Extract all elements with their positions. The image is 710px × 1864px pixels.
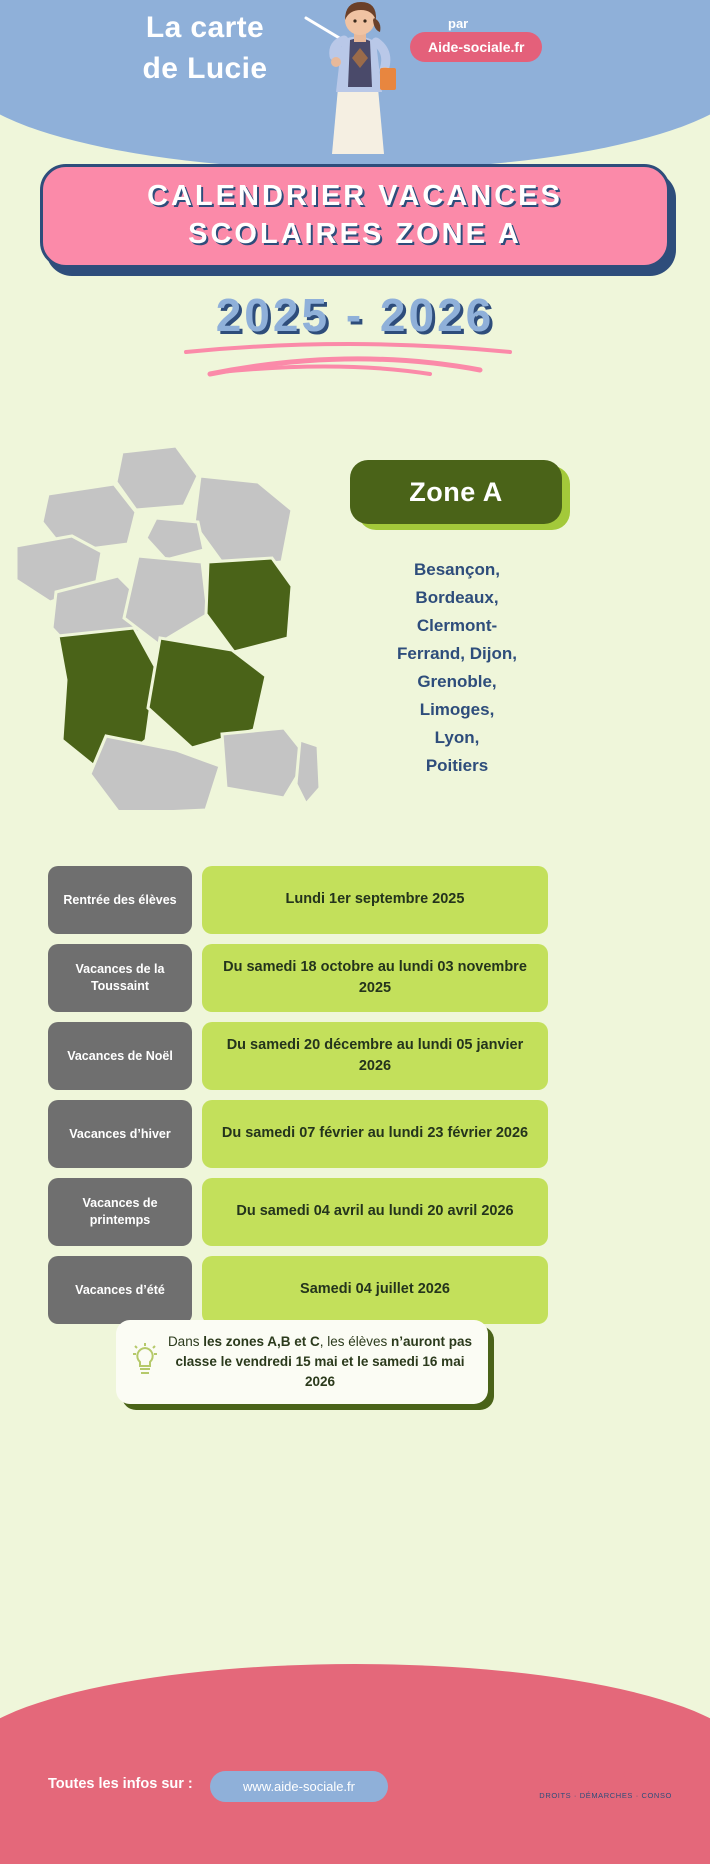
table-row-label: Rentrée des élèves <box>48 866 192 934</box>
zone-city-line: Lyon, <box>434 728 480 748</box>
map-region-corse <box>296 740 320 804</box>
main-title-line1: CALENDRIER VACANCES <box>147 180 563 213</box>
footer-logo-main-part: Aide-sociale. <box>527 1765 657 1788</box>
table-row-value: Du samedi 04 avril au lundi 20 avril 2026 <box>202 1178 548 1246</box>
note-bold1: les zones A,B et C <box>203 1333 320 1349</box>
note-part1: Dans <box>167 1333 204 1349</box>
note-box <box>116 1320 488 1404</box>
map-region-paca <box>222 728 308 798</box>
zone-city-line: Grenoble, <box>417 672 497 692</box>
france-map <box>10 440 340 810</box>
title-underline-decoration <box>180 340 520 380</box>
table-row-value: Du samedi 18 octobre au lundi 03 novembre 2025 <box>202 944 548 1012</box>
zone-city-line: Limoges, <box>419 700 495 720</box>
table-row-label: Vacances d’hiver <box>48 1100 192 1168</box>
zone-cities-list <box>352 556 562 780</box>
table-row <box>48 944 548 1012</box>
table-row <box>48 866 548 934</box>
main-title-text <box>147 178 563 253</box>
table-row-value: Samedi 04 juillet 2026 <box>202 1256 548 1324</box>
map-region-bourgogne-franche-comte <box>206 558 292 652</box>
footer-label: Toutes les infos sur : <box>48 1776 193 1792</box>
zone-city-line: Besançon, <box>414 560 500 579</box>
note-bold2: n’auront pas classe le vendredi 15 mai et le samedi 16 mai 2026 <box>175 1333 473 1390</box>
table-row <box>48 1022 548 1090</box>
teacher-illustration <box>300 0 420 156</box>
zone-city-line: Poitiers <box>425 756 489 776</box>
table-row-label: Vacances de la Toussaint <box>48 944 192 1012</box>
table-row-label: Vacances de Noël <box>48 1022 192 1090</box>
zone-badge-label: Zone A <box>409 476 503 507</box>
table-row <box>48 1178 548 1246</box>
page-title-line1: La carte <box>145 11 265 44</box>
footer-background-blob <box>0 1664 710 1864</box>
map-region-occitanie <box>90 736 220 810</box>
table-row <box>48 1100 548 1168</box>
table-row-value: Lundi 1er septembre 2025 <box>202 866 548 934</box>
brand-badge[interactable]: Aide-sociale.fr <box>410 32 542 62</box>
main-title-line2: SCOLAIRES ZONE A <box>188 218 522 250</box>
map-region-ile-de-france <box>146 518 204 560</box>
zone-city-line: Ferrand, Dijon, <box>397 644 517 664</box>
holiday-calendar-table <box>48 866 548 1334</box>
lightbulb-icon <box>130 1342 160 1382</box>
note-part2: , les élèves <box>319 1333 392 1349</box>
by-label: par <box>448 16 469 31</box>
zone-badge <box>350 460 562 524</box>
table-row <box>48 1256 548 1324</box>
page-title-line2: de Lucie <box>142 51 268 85</box>
footer-logo-tagline: DROITS · DÉMARCHES · CONSO <box>539 1791 672 1800</box>
footer-logo-accent-part: fr <box>656 1765 672 1788</box>
footer-url-pill[interactable]: www.aide-sociale.fr <box>210 1771 388 1802</box>
map-region-grand-est <box>194 476 292 568</box>
table-row-value: Du samedi 07 février au lundi 23 février 2026 <box>202 1100 548 1168</box>
table-row-label: Vacances d’été <box>48 1256 192 1324</box>
zone-city-line: Bordeaux, <box>415 588 499 608</box>
table-row-value: Du samedi 20 décembre au lundi 05 janvier 2026 <box>202 1022 548 1090</box>
note-text <box>160 1332 474 1393</box>
footer-logo[interactable] <box>527 1765 672 1800</box>
zone-city-line: Clermont- <box>416 616 498 636</box>
school-years: 2025 - 2026 <box>215 289 495 341</box>
main-title-card <box>40 164 670 268</box>
footer-logo-text <box>527 1765 672 1789</box>
table-row-label: Vacances de printemps <box>48 1178 192 1246</box>
